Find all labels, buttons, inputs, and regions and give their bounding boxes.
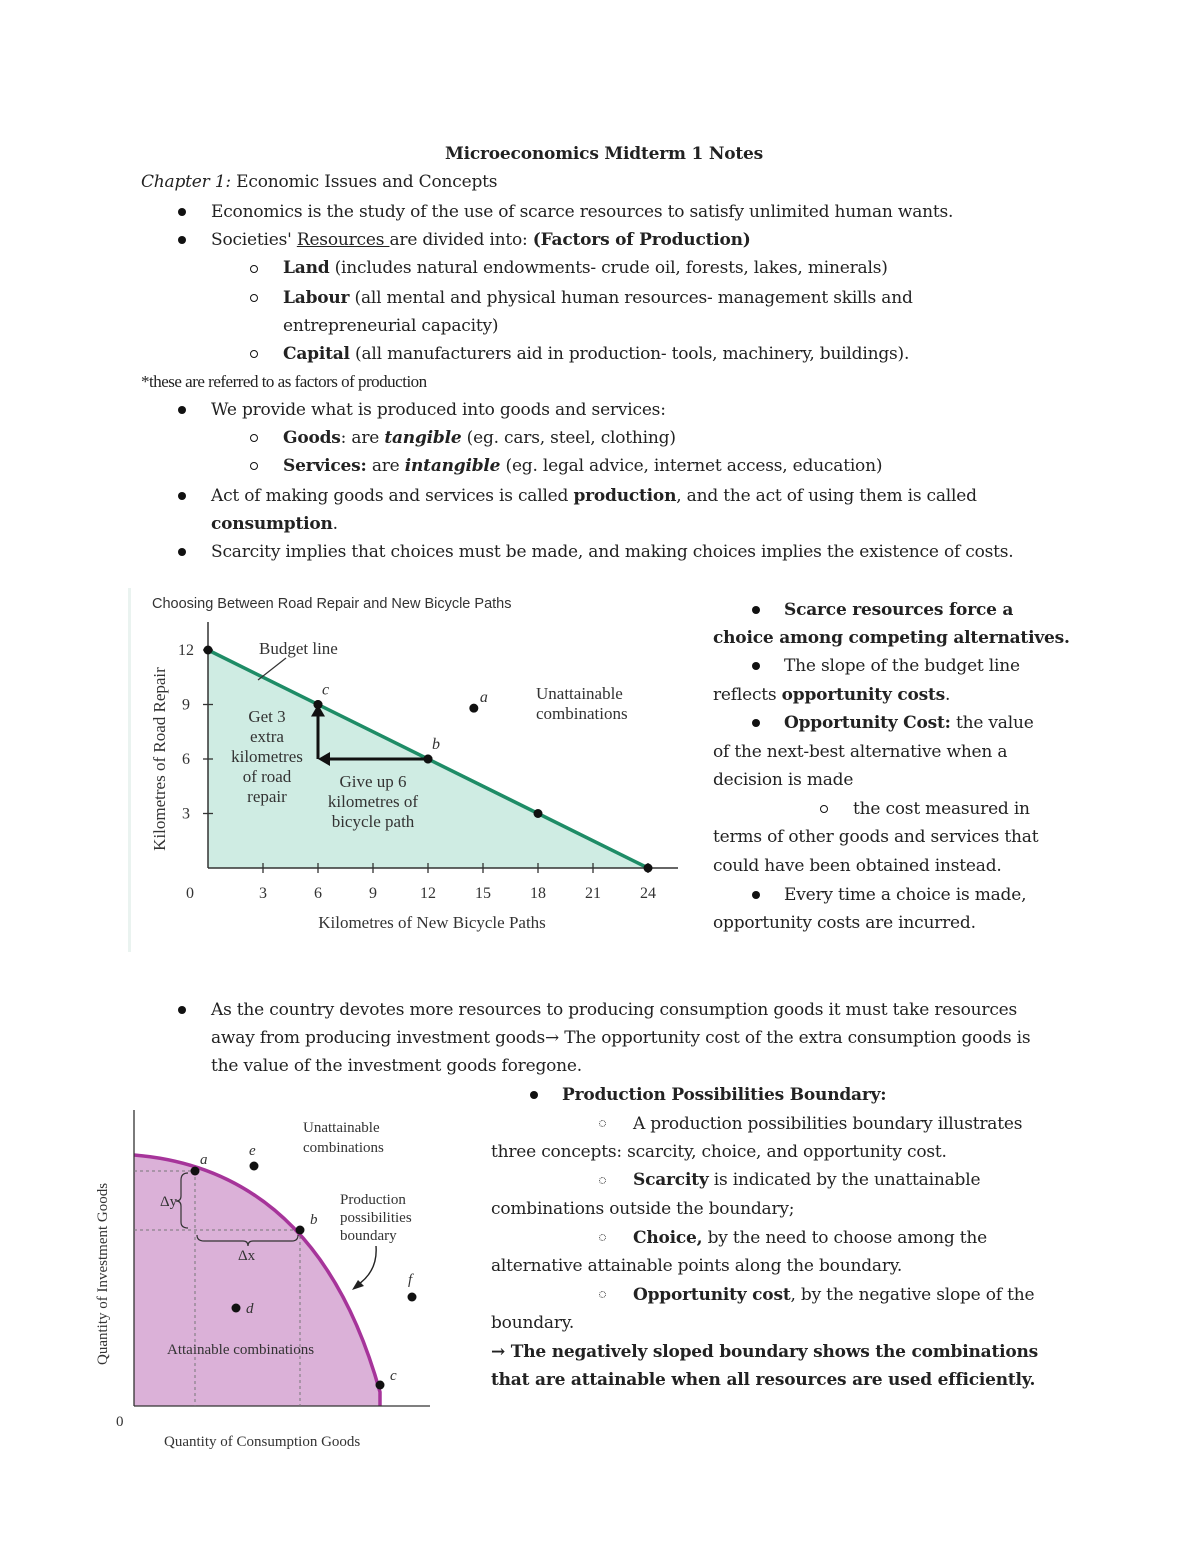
- side1-line-9: terms of other goods and services that: [713, 827, 1039, 847]
- factors-of-production: (Factors of Production): [532, 230, 751, 250]
- bullet-dot: [178, 236, 186, 244]
- ppb-label-2: possibilities: [340, 1210, 412, 1226]
- x-tick-label: 6: [314, 885, 322, 902]
- y-axis-label: Quantity of Investment Goods: [95, 1182, 111, 1365]
- side2-line-2: three concepts: scarcity, choice, and opportunity cost.: [491, 1142, 947, 1162]
- x-tick-label: 0: [186, 885, 194, 902]
- point-a-label: a: [479, 689, 488, 707]
- bullet-scarcity: Scarcity implies that choices must be made, and making choices implies the existence of costs.: [211, 542, 1014, 562]
- chapter-label: Chapter 1:: [141, 172, 231, 192]
- ppb-chart: [88, 1100, 448, 1456]
- side1-line-2: choice among competing alternatives.: [713, 628, 1070, 648]
- sub-bullet-goods: [283, 424, 676, 452]
- sub-bullet-circle: [250, 265, 258, 273]
- give-line-3: bicycle path: [331, 812, 415, 831]
- side2-line-1: A production possibilities boundary illustrates: [633, 1114, 1023, 1134]
- labour-label: Labour: [283, 288, 350, 308]
- intangible: intangible: [404, 456, 501, 476]
- text: is indicated by the unattainable: [708, 1170, 981, 1190]
- point-c: [376, 1381, 385, 1390]
- x-axis-label: Quantity of Consumption Goods: [164, 1434, 361, 1450]
- text: , by the negative slope of the: [790, 1285, 1035, 1305]
- side1-line-5: [784, 709, 1034, 737]
- text: (eg. cars, steel, clothing): [461, 428, 676, 448]
- chart1-plot: [150, 622, 678, 932]
- side2-line-6: alternative attainable points along the boundary.: [491, 1256, 903, 1276]
- budget-line-label: Budget line: [259, 639, 338, 658]
- point-d-label: d: [246, 1301, 254, 1317]
- text: (all manufacturers aid in production- tools, machinery, buildings).: [349, 344, 910, 364]
- bullet-dot: [752, 891, 760, 899]
- side1-line-3: The slope of the budget line: [784, 656, 1020, 676]
- text: Societies': [211, 230, 297, 250]
- text: (eg. legal advice, internet access, education): [500, 456, 883, 476]
- text: , and the act of using them is called: [676, 486, 977, 506]
- attainable-label: Attainable combinations: [167, 1342, 315, 1358]
- x-tick-label: 18: [530, 885, 546, 902]
- side2-line-3: [633, 1166, 980, 1194]
- side1-line-10: could have been obtained instead.: [713, 856, 1002, 876]
- tangible: tangible: [384, 428, 462, 448]
- section2-line-1: As the country devotes more resources to producing consumption goods it must take resources: [211, 1000, 1018, 1020]
- budget-point: [644, 864, 653, 873]
- get-line-3: kilometres: [231, 747, 303, 766]
- point-a: [469, 704, 478, 713]
- sub-bullet-ring: [599, 1177, 606, 1184]
- text: reflects: [713, 685, 782, 705]
- sub-bullet-labour-cont: entrepreneurial capacity): [283, 316, 499, 336]
- side2-line-8: boundary.: [491, 1313, 575, 1333]
- text: by the need to choose among the: [702, 1228, 988, 1248]
- text: (includes natural endowments- crude oil, forests, lakes, minerals): [329, 258, 888, 278]
- x-axis-label: Kilometres of New Bicycle Paths: [318, 913, 546, 932]
- section2-line-3: the value of the investment goods foregone.: [211, 1056, 582, 1076]
- bullet-dot: [752, 662, 760, 670]
- page-title: Microeconomics Midterm 1 Notes: [445, 144, 763, 164]
- unattainable-label-1: Unattainable: [303, 1120, 380, 1136]
- x-tick-label: 24: [640, 885, 656, 902]
- ppb-label-1: Production: [340, 1192, 406, 1208]
- bullet-dot: [178, 548, 186, 556]
- text: are divided into:: [389, 230, 533, 250]
- y-tick-label: 12: [178, 642, 194, 659]
- bullet-resources: [211, 226, 751, 254]
- side1-line-6: of the next-best alternative when a: [713, 742, 1008, 762]
- point-e: [250, 1162, 259, 1171]
- bullet-dot: [178, 492, 186, 500]
- point-b: [296, 1226, 305, 1235]
- point-c-label: c: [390, 1368, 397, 1384]
- sub-bullet-capital: [283, 340, 909, 368]
- side2-line-5: [633, 1224, 987, 1252]
- point-b-label: b: [310, 1212, 318, 1228]
- text: are: [366, 456, 405, 476]
- text: (all mental and physical human resources- management skills and: [349, 288, 913, 308]
- chart-left-edge: [128, 588, 131, 952]
- land-label: Land: [283, 258, 330, 278]
- opportunity-cost: Opportunity cost: [633, 1285, 791, 1305]
- y-tick-label: 9: [182, 696, 190, 714]
- chart1-title: Choosing Between Road Repair and New Bicycle Paths: [152, 596, 512, 612]
- text: .: [332, 514, 338, 534]
- give-line-2: kilometres of: [327, 792, 419, 811]
- bullet-production-cont: [211, 510, 338, 538]
- x-tick-label: 3: [259, 885, 267, 902]
- x-tick-label: 12: [420, 885, 436, 902]
- bullet-dot: [178, 208, 186, 216]
- resources-underlined: Resources: [296, 230, 390, 250]
- side1-line-4: [713, 681, 950, 709]
- ppb-heading: Production Possibilities Boundary:: [562, 1085, 887, 1105]
- chapter-name: Economic Issues and Concepts: [236, 172, 498, 192]
- production: production: [573, 486, 677, 506]
- get-line-2: extra: [250, 727, 284, 746]
- bullet-dot: [530, 1091, 538, 1099]
- unattainable-label-2: combinations: [303, 1140, 384, 1156]
- bullet-dot: [178, 1006, 186, 1014]
- point-a-label: a: [200, 1152, 208, 1168]
- services-label: Services:: [283, 456, 367, 476]
- give-up-annotation: [328, 772, 419, 831]
- delta-y-label: Δy: [160, 1194, 178, 1210]
- scarcity: Scarcity: [633, 1170, 709, 1190]
- side1-line-11: Every time a choice is made,: [784, 885, 1027, 905]
- budget-line-pointer: [258, 658, 286, 680]
- point-c: [314, 700, 323, 709]
- bullet-dot: [178, 406, 186, 414]
- side2-line-10: that are attainable when all resources are used efficiently.: [491, 1370, 1036, 1390]
- get-line-4: of road: [242, 767, 292, 786]
- y-tick-label: 3: [182, 805, 190, 823]
- point-e-label: e: [249, 1143, 256, 1159]
- sub-bullet-ring: [599, 1120, 606, 1127]
- side1-line-7: decision is made: [713, 770, 854, 790]
- budget-line-chart: [128, 588, 688, 952]
- sub-bullet-circle: [250, 350, 258, 358]
- y-axis-label: Kilometres of Road Repair: [150, 667, 169, 851]
- point-d: [232, 1304, 241, 1313]
- sub-bullet-circle: [820, 805, 828, 813]
- sub-bullet-services: [283, 452, 882, 480]
- bullet-dot: [752, 719, 760, 727]
- unattainable-label-1: Unattainable: [536, 684, 623, 703]
- capital-label: Capital: [283, 344, 350, 364]
- bullet-economics-definition: Economics is the study of the use of scarce resources to satisfy unlimited human wants.: [211, 202, 954, 222]
- sub-bullet-ring: [599, 1234, 606, 1241]
- consumption: consumption: [211, 514, 333, 534]
- x-tick-label: 9: [369, 885, 377, 902]
- get-line-1: Get 3: [248, 707, 286, 726]
- ppb-pointer: [356, 1246, 376, 1286]
- bullet-dot: [752, 606, 760, 614]
- delta-x-label: Δx: [238, 1248, 256, 1264]
- bullet-goods-services: We provide what is produced into goods and services:: [211, 400, 666, 420]
- unattainable-label-2: combinations: [536, 704, 628, 723]
- origin-label: 0: [116, 1414, 124, 1430]
- sub-bullet-circle: [250, 462, 258, 470]
- ppb-label-3: boundary: [340, 1228, 397, 1244]
- choice: Choice,: [633, 1228, 703, 1248]
- bullet-production: [211, 482, 977, 510]
- y-tick-label: 6: [182, 751, 190, 768]
- sub-bullet-circle: [250, 294, 258, 302]
- point-b-label: b: [432, 736, 440, 753]
- text: Act of making goods and services is called: [211, 486, 574, 506]
- sub-bullet-circle: [250, 434, 258, 442]
- give-line-1: Give up 6: [339, 772, 407, 791]
- chapter-heading: [141, 168, 497, 196]
- side1-line-8: the cost measured in: [853, 799, 1030, 819]
- text: .: [945, 685, 951, 705]
- text: the value: [950, 713, 1034, 733]
- goods-label: Goods: [283, 428, 341, 448]
- side2-line-4: combinations outside the boundary;: [491, 1199, 795, 1219]
- point-f: [408, 1293, 417, 1302]
- sub-bullet-labour: [283, 284, 913, 312]
- x-tick-label: 15: [475, 885, 491, 902]
- text: : are: [340, 428, 385, 448]
- side2-line-7: [633, 1281, 1034, 1309]
- section2-line-2: away from producing investment goods→ The opportunity cost of the extra consumption goods is: [211, 1028, 1031, 1048]
- opportunity-cost-label: Opportunity Cost:: [784, 713, 951, 733]
- side2-line-9: → The negatively sloped boundary shows the combinations: [491, 1342, 1039, 1362]
- point-b: [424, 755, 433, 764]
- point-a: [191, 1167, 200, 1176]
- point-c-label: c: [322, 681, 330, 699]
- budget-point: [534, 809, 543, 818]
- side1-line-1: Scarce resources force a: [784, 600, 1014, 620]
- side1-line-12: opportunity costs are incurred.: [713, 913, 976, 933]
- sub-bullet-ring: [599, 1291, 606, 1298]
- get-line-5: repair: [247, 787, 287, 806]
- sub-bullet-land: [283, 254, 888, 282]
- factors-note: *these are referred to as factors of production: [141, 372, 427, 391]
- opportunity-costs: opportunity costs: [781, 685, 946, 705]
- point-f-label: f: [408, 1272, 413, 1288]
- x-tick-label: 21: [585, 885, 601, 902]
- budget-point: [204, 646, 213, 655]
